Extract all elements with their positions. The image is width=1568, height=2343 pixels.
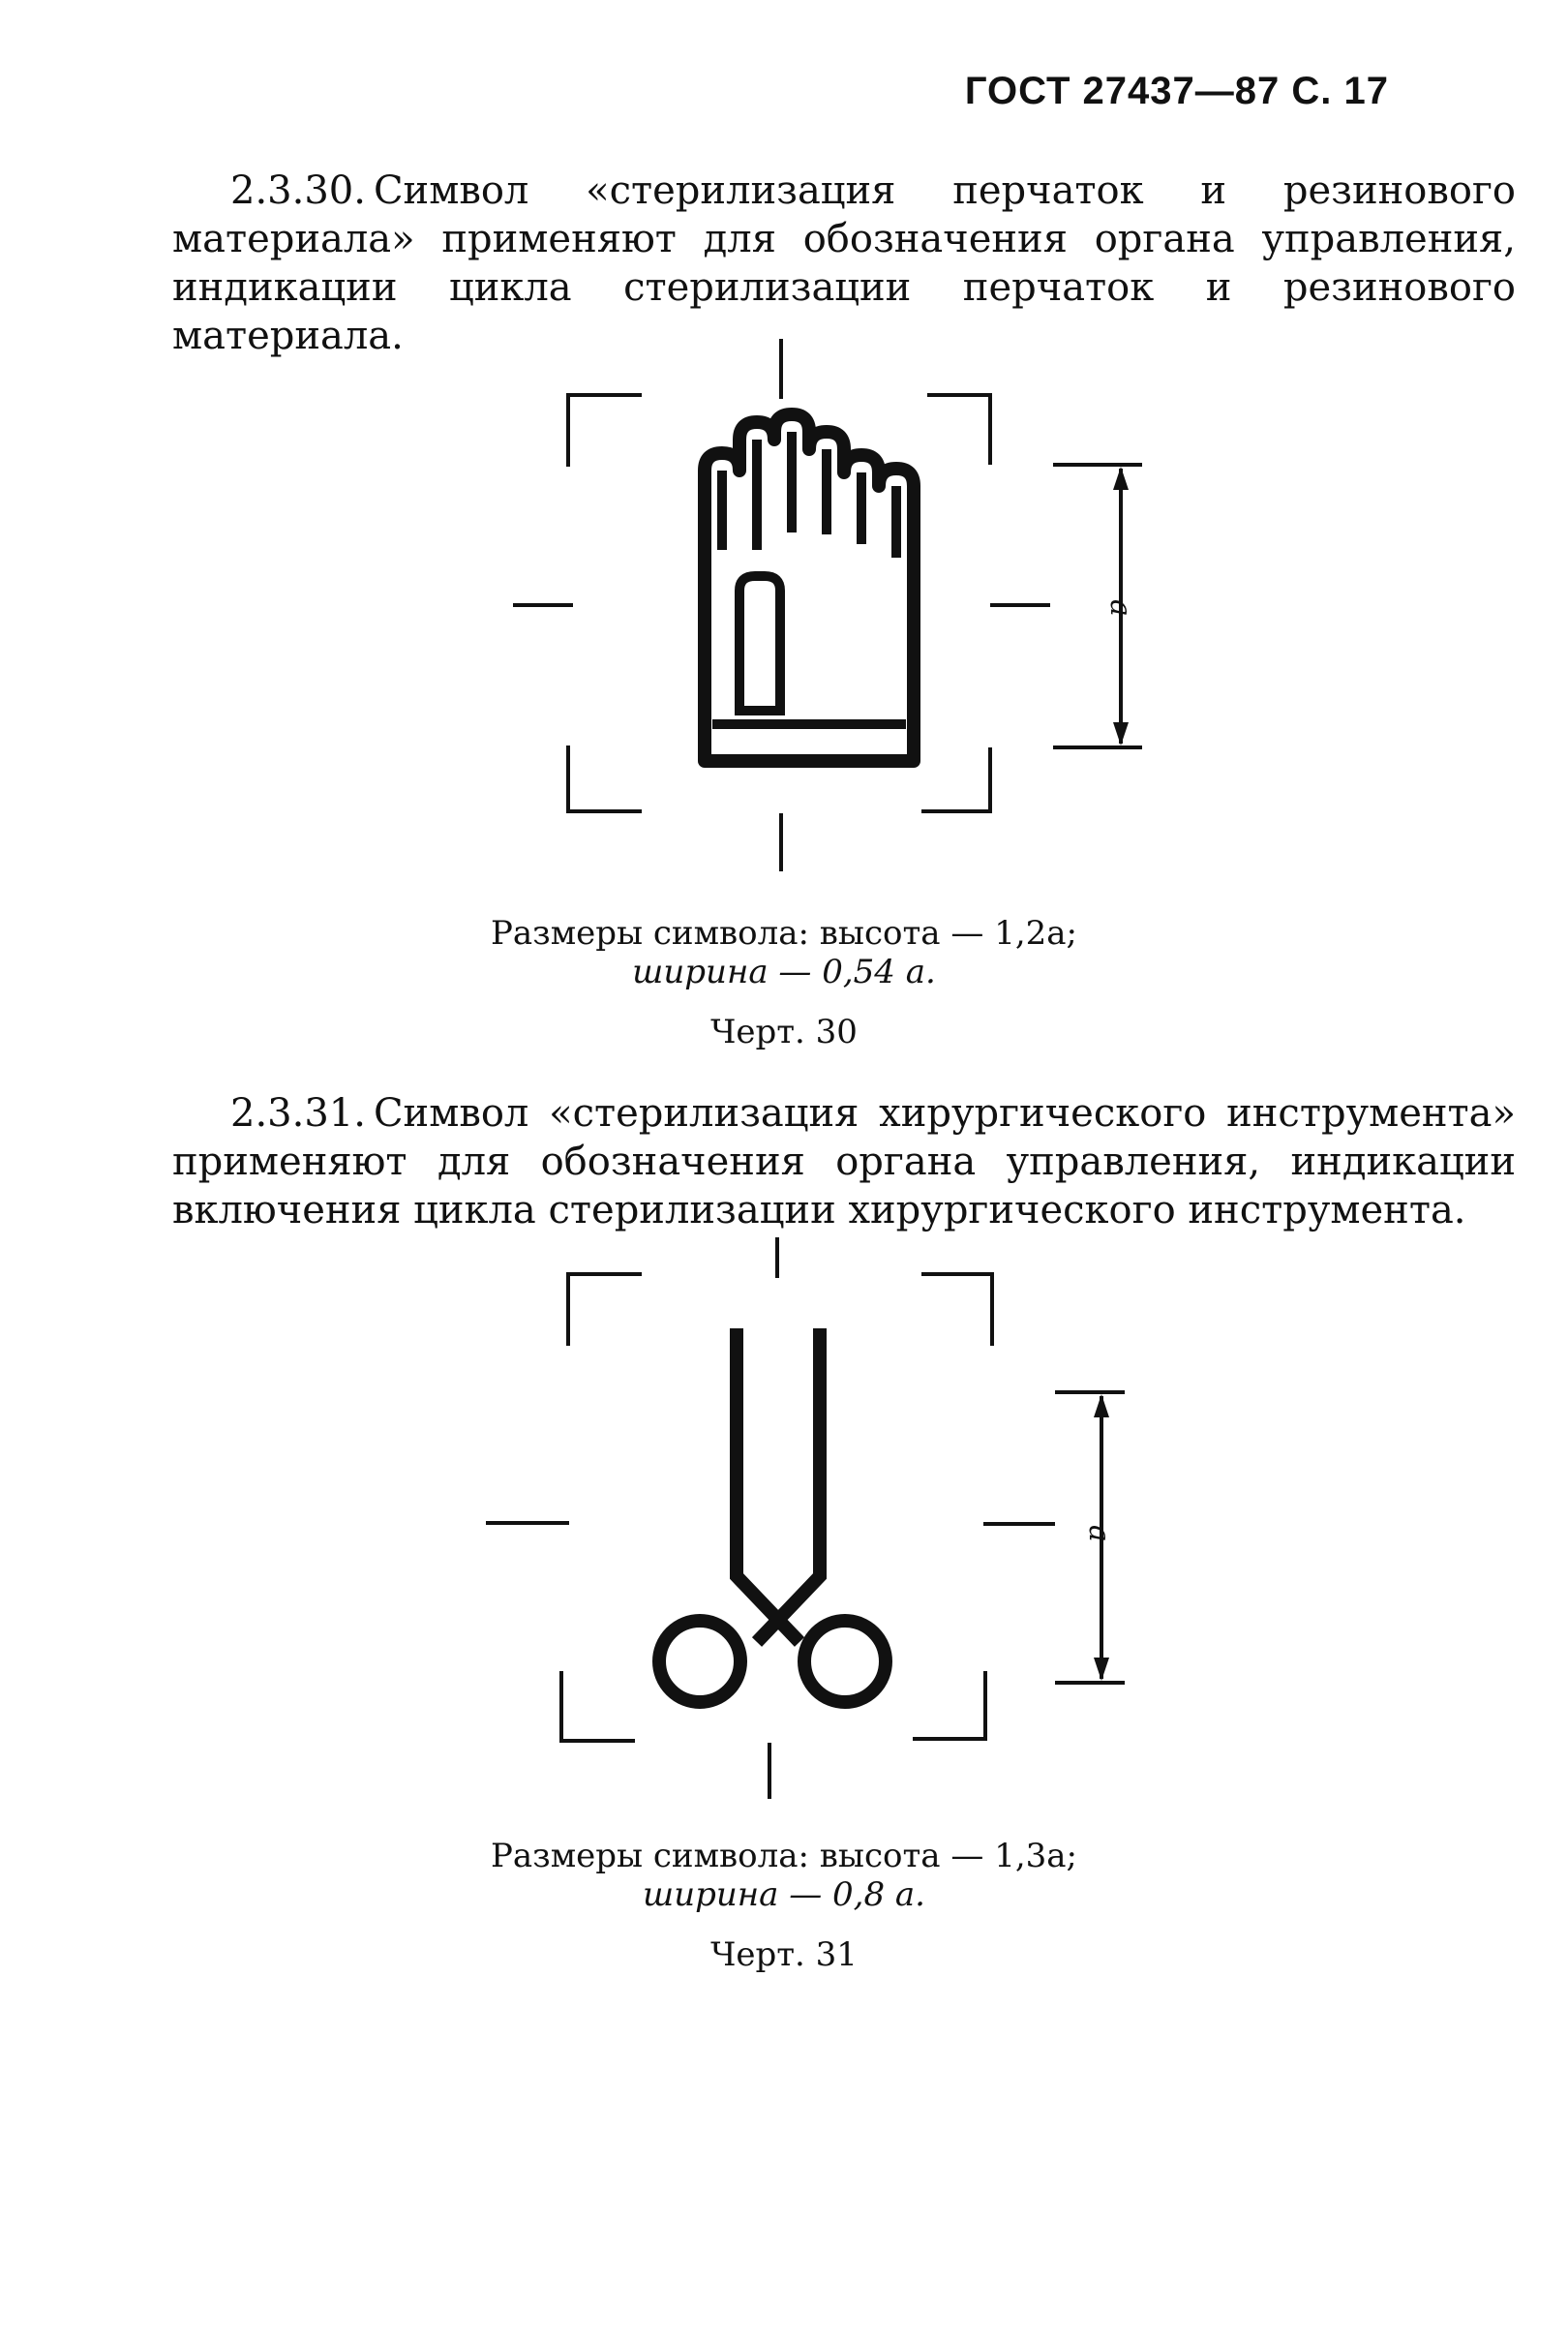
caption-dimensions-height: Размеры символа: высота — 1,2a; (491, 914, 1077, 953)
section-number: 2.3.30. (230, 168, 366, 213)
frame-corner-top-left (568, 1274, 642, 1346)
caption-dimensions-width: ширина — 0,54 a. (632, 953, 936, 991)
dimension-label: a (1082, 1525, 1116, 1542)
frame-corner-top-right (921, 1274, 992, 1346)
frame-corner-bottom-left (568, 746, 642, 811)
paragraph-text: Символ «стерилизация перчаток и резинового материала» применяют для обозначения органа управления, индикации цикла стерилизации перчаток и резинового материала. (172, 168, 1516, 358)
section-number: 2.3.31. (230, 1091, 366, 1136)
dimension-arrow-bottom (1094, 1658, 1109, 1681)
page-header: ГОСТ 27437—87 С. 17 (964, 70, 1389, 112)
paragraph-2-3-31 (172, 1089, 1516, 1234)
frame-corner-bottom-left (561, 1671, 635, 1741)
glove-icon (705, 414, 914, 761)
surgical-scissors-icon (659, 1328, 886, 1702)
figure-number: Черт. 31 (710, 1935, 858, 1974)
paragraph-text: Символ «стерилизация хирургического инструмента» применяют для обозначения органа управления, индикации включения цикла стерилизации хирургического инструмента. (172, 1091, 1516, 1232)
frame-corner-bottom-right (921, 747, 990, 811)
dimension-arrow-top (1113, 467, 1129, 490)
dimension-arrow-top (1094, 1394, 1109, 1417)
caption-dimensions-width: ширина — 0,8 a. (642, 1875, 925, 1914)
frame-corner-bottom-right (913, 1671, 985, 1739)
figure-30-caption (0, 914, 1568, 1051)
figure-30 (0, 329, 1568, 871)
frame-corner-top-right (927, 395, 990, 465)
glove-symbol-drawing (0, 329, 1568, 871)
scissors-symbol-drawing (0, 1237, 1568, 1799)
figure-31-caption (0, 1837, 1568, 1974)
figure-number: Черт. 30 (710, 1013, 858, 1051)
dimension-label: a (1103, 599, 1137, 617)
frame-corner-top-left (568, 395, 642, 467)
dimension-arrow-bottom (1113, 722, 1129, 746)
figure-31 (0, 1237, 1568, 1799)
caption-dimensions-height: Размеры символа: высота — 1,3a; (491, 1837, 1077, 1875)
